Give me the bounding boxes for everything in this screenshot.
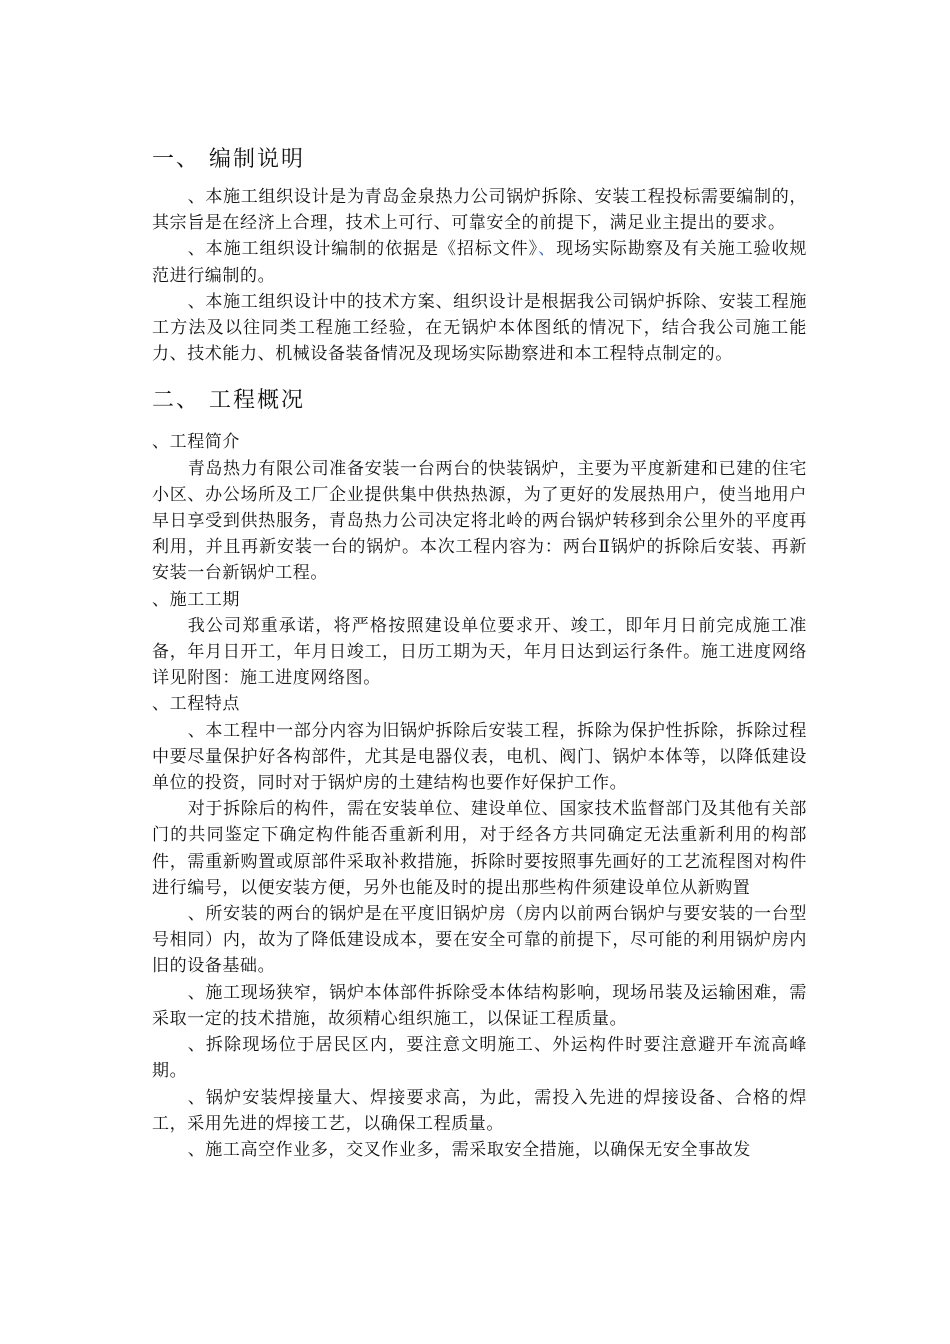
subheading-project-intro: 、工程简介 xyxy=(152,432,240,453)
paragraph: 、拆除现场位于居民区内，要注意文明施工、外运构件时要注意避开车流高峰期。 xyxy=(152,1035,807,1082)
subheading-schedule: 、施工工期 xyxy=(152,589,240,610)
section-heading-1: 一、 编制说明 xyxy=(152,147,305,172)
section-2-body xyxy=(152,429,807,1163)
paragraph-text: 现场实际勘察及有关施工验收规范进行编制的。 xyxy=(152,239,808,286)
paragraph: 、锅炉安装焊接量大、焊接要求高，为此，需投入先进的焊接设备、合格的焊工，采用先进的焊接工艺，以确保工程质量。 xyxy=(152,1087,807,1134)
paragraph: 、所安装的两台的锅炉是在平度旧锅炉房（房内以前两台锅炉与要安装的一台型号相同）内，故为了降低建设成本，要在安全可靠的前提下，尽可能的利用锅炉房内旧的设备基础。 xyxy=(152,904,807,977)
paragraph: 对于拆除后的构件，需在安装单位、建设单位、国家技术监督部门及其他有关部门的共同鉴定下确定构件能否重新利用，对于经各方共同确定无法重新利用的构部件，需重新购置或原部件采取补救措施，拆除时要按照事先画好的工艺流程图对构件进行编号，以便安装方便，另外也能及时的提出那些构件须建设单位从新购置 xyxy=(152,799,807,898)
paragraph: 青岛热力有限公司准备安装一台两台的快装锅炉，主要为平度新建和已建的住宅小区、办公场所及工厂企业提供集中供热热源，为了更好的发展热用户，使当地用户早日享受到供热服务，青岛热力公司决定将北岭的两台锅炉转移到余公里外的平度再利用，并且再新安装一台的锅炉。本次工程内容为：两台Ⅱ锅炉的拆除后安装、再新安装一台新锅炉工程。 xyxy=(152,458,807,584)
paragraph: 、本工程中一部分内容为旧锅炉拆除后安装工程，拆除为保护性拆除，拆除过程中要尽量保护好各构部件，尤其是电器仪表，电机、阀门、锅炉本体等，以降低建设单位的投资，同时对于锅炉房的土建结构也要作好保护工作。 xyxy=(152,720,807,794)
paragraph-text: 、本施工组织设计编制的依据是《招标文件》 xyxy=(187,239,539,260)
document-body xyxy=(152,140,807,1163)
paragraph: 、本施工组织设计中的技术方案、组织设计是根据我公司锅炉拆除、安装工程施工方法及以往同类工程施工经验，在无锅炉本体图纸的情况下，结合我公司施工能力、技术能力、机械设备装备情况及现场实际勘察进和本工程特点制定的。 xyxy=(152,291,807,365)
paragraph: 、本施工组织设计是为青岛金泉热力公司锅炉拆除、安装工程投标需要编制的，其宗旨是在经济上合理，技术上可行、可靠安全的前提下，满足业主提出的要求。 xyxy=(152,187,807,234)
subheading-features: 、工程特点 xyxy=(152,694,240,715)
paragraph: 我公司郑重承诺，将严格按照建设单位要求开、竣工，即年月日前完成施工准备，年月日开工，年月日竣工，日历工期为天，年月日达到运行条件。施工进度网络详见附图：施工进度网络图。 xyxy=(152,615,807,689)
paragraph xyxy=(152,236,807,288)
paragraph: 、施工现场狭窄，锅炉本体部件拆除受本体结构影响，现场吊装及运输困难，需采取一定的技术措施，故须精心组织施工，以保证工程质量。 xyxy=(152,982,807,1029)
paragraph: 、施工高空作业多，交叉作业多，需采取安全措施，以确保无安全事故发 xyxy=(187,1139,751,1160)
section-heading-2: 二、 工程概况 xyxy=(152,388,305,414)
separator-mark: 、 xyxy=(538,239,557,260)
